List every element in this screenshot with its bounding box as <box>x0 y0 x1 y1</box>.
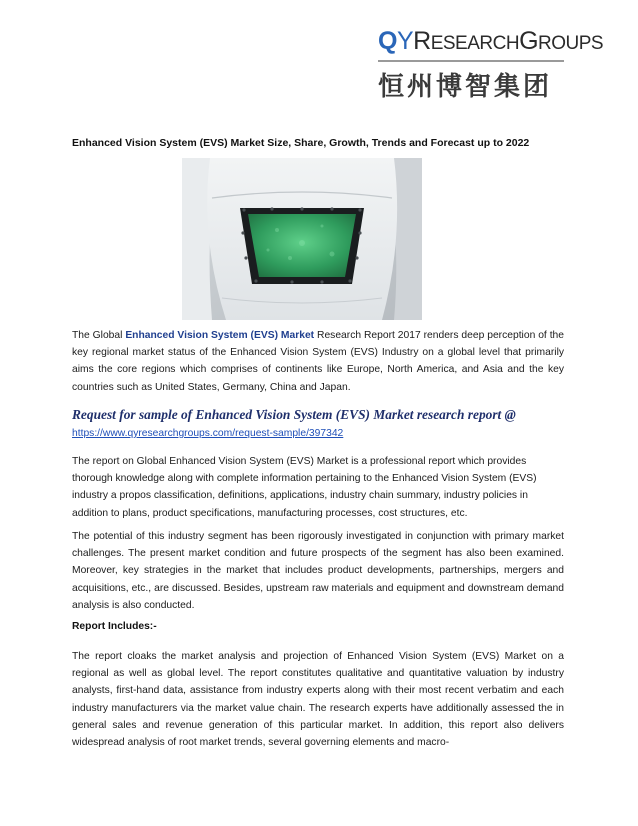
logo-divider <box>378 60 564 62</box>
logo-chinese: 恒州博智集团 <box>378 72 553 102</box>
evs-sensor-photo <box>182 158 422 320</box>
evs-sensor-image <box>182 158 422 320</box>
market-name-highlight: Enhanced Vision System (EVS) Market <box>125 330 315 341</box>
sample-request-link[interactable]: https://www.qyresearchgroups.com/request-sample/397342 <box>72 428 344 439</box>
industry-potential-paragraph: The potential of this industry segment has been rigorously investigated in conjunction with primary market challenges. The present market condition and future prospects of the segment has also been examined. Moreover, key strategies in the market that includes product developments, partnerships, mergers and acquisitions, etc., are discussed. Besides, upstream raw materials and equipment and downstream demand analysis is also conducted. <box>72 531 564 611</box>
logo-english: QYRESEARCHGROUPS <box>378 27 604 55</box>
company-logo <box>378 27 604 108</box>
intro-paragraph: The Global Enhanced Vision System (EVS) Market Research Report 2017 renders deep perception of the key regional market status of the Enhanced Vision System (EVS) Industry on a global level that primarily aims the core regions which comprises of continents like Europe, North America, and Asia and the key countries such as United States, Germany, China and Japan. <box>72 330 565 393</box>
report-overview-paragraph: The report on Global Enhanced Vision System (EVS) Market is a professional report which provides thorough knowledge along with complete information pertaining to the Enhanced Vision System (EVS) industry a propos classification, definitions, applications, industry chain summary, industry policies in addition to plans, product specifications, manufacturing processes, cost structures, etc. <box>72 456 537 519</box>
document-title: Enhanced Vision System (EVS) Market Size, Share, Growth, Trends and Forecast up to 2022 <box>72 137 530 149</box>
report-includes-heading: Report Includes:- <box>72 621 157 632</box>
sample-request-heading: Request for sample of Enhanced Vision System (EVS) Market research report @ <box>72 407 516 422</box>
report-coverage-paragraph: The report cloaks the market analysis and projection of Enhanced Vision System (EVS) Market on a regional as well as global level. The report constitutes qualitative and quantitative valuation by industry analysts, first-hand data, assistance from industry experts along with their most recent verbatim and each industry manufacturers via the market value chain. The research experts have additionally assessed the in general sales and revenue generation of this particular market. In addition, this report also delivers widespread analysis of root market trends, several governing elements and macro- <box>72 651 564 749</box>
